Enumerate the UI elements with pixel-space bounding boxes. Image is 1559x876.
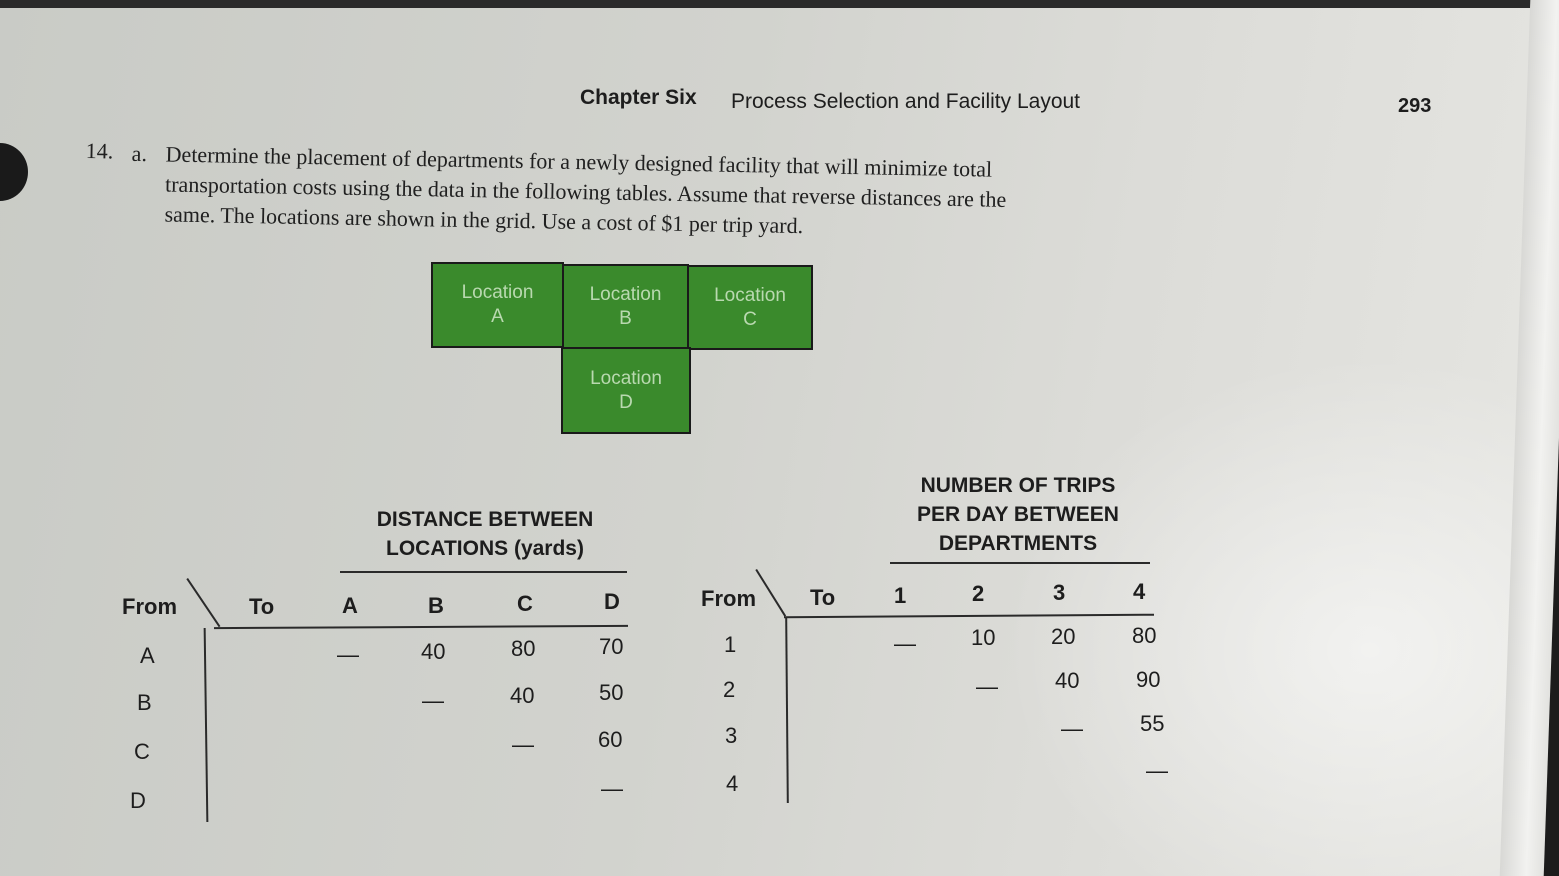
row-label: B: [137, 690, 152, 715]
table-cell: 60: [598, 727, 623, 752]
top-edge: [0, 0, 1559, 8]
location-a-cell: [431, 262, 564, 348]
page-number: 293: [1398, 95, 1432, 117]
trips-header-rule: [784, 614, 1154, 619]
row-label: D: [130, 788, 146, 813]
table-cell: —: [337, 642, 359, 667]
row-label: A: [140, 643, 155, 668]
problem-number: 14.: [85, 137, 114, 164]
table-cell: 55: [1140, 711, 1165, 736]
problem-body: [164, 139, 1115, 246]
table-cell: 40: [510, 683, 535, 708]
title-line: PER DAY BETWEEN: [917, 503, 1119, 526]
row-label: 3: [725, 723, 738, 748]
table-cell: 90: [1136, 667, 1161, 692]
header-diagonal: [186, 578, 220, 627]
location-letter: D: [619, 391, 633, 413]
distance-row-divider: [204, 628, 209, 822]
problem-part: a.: [131, 140, 148, 167]
header-diagonal: [755, 569, 786, 617]
table-cell: —: [894, 631, 916, 656]
table-cell: 70: [599, 634, 624, 659]
table-cell: —: [976, 674, 998, 699]
column-header: A: [342, 593, 358, 618]
problem-statement: [85, 136, 1126, 239]
table-cell: —: [1061, 716, 1083, 741]
location-letter: B: [619, 307, 632, 329]
to-label: To: [249, 594, 275, 619]
trips-table-title: [888, 471, 1148, 558]
chapter-label: Chapter Six: [580, 86, 697, 109]
section-title: Process Selection and Facility Layout: [731, 90, 1081, 113]
trips-row-divider: [785, 617, 789, 803]
column-header: C: [517, 591, 533, 616]
title-line: DISTANCE BETWEEN: [376, 508, 594, 531]
title-line: LOCATIONS (yards): [386, 537, 584, 560]
title-line: NUMBER OF TRIPS: [920, 474, 1116, 497]
table-cell: 20: [1051, 624, 1076, 649]
distance-header-rule: [214, 625, 628, 629]
column-header: 3: [1053, 580, 1066, 605]
row-label: 4: [726, 771, 739, 796]
row-label: 2: [723, 677, 736, 702]
binder-hole: [0, 143, 28, 201]
column-header: 1: [894, 583, 907, 608]
page-edge: [1500, 0, 1559, 876]
location-label: Location: [461, 282, 534, 303]
to-label: To: [810, 585, 836, 610]
distance-title-rule: [340, 571, 627, 573]
title-line: DEPARTMENTS: [938, 532, 1098, 555]
trips-title-rule: [890, 562, 1150, 564]
table-cell: —: [1146, 758, 1168, 783]
table-cell: 80: [511, 636, 536, 661]
row-label: 1: [724, 632, 737, 657]
column-header: B: [428, 593, 444, 618]
column-header: 2: [972, 581, 985, 606]
table-cell: —: [422, 688, 444, 713]
column-header: 4: [1133, 579, 1146, 604]
location-letter: A: [491, 306, 504, 327]
table-cell: 80: [1132, 623, 1157, 648]
column-header: D: [604, 589, 620, 614]
table-cell: 40: [1055, 668, 1080, 693]
distance-table-title: [340, 505, 630, 563]
table-cell: 50: [599, 680, 624, 705]
from-label: From: [122, 594, 177, 619]
table-cell: —: [512, 732, 534, 757]
location-d-cell: [561, 347, 691, 434]
location-label: Location: [590, 367, 662, 389]
problem-line: same. The locations are shown in the grid. Use a cost of $1 per trip yard.: [164, 201, 804, 239]
location-label: Location: [589, 283, 662, 305]
location-label: Location: [714, 284, 786, 306]
problem-line: Determine the placement of departments for a newly designed facility that will minimize total: [165, 141, 993, 182]
location-b-cell: [562, 264, 689, 349]
table-cell: 10: [971, 625, 996, 650]
location-grid: [431, 262, 813, 434]
problem-line: transportation costs using the data in the following tables. Assume that reverse distances are the: [164, 171, 1007, 212]
location-letter: C: [743, 308, 757, 330]
location-c-cell: [687, 265, 813, 350]
table-cell: —: [601, 776, 623, 801]
row-label: C: [134, 739, 150, 764]
table-cell: 40: [421, 639, 446, 664]
from-label: From: [701, 586, 756, 611]
